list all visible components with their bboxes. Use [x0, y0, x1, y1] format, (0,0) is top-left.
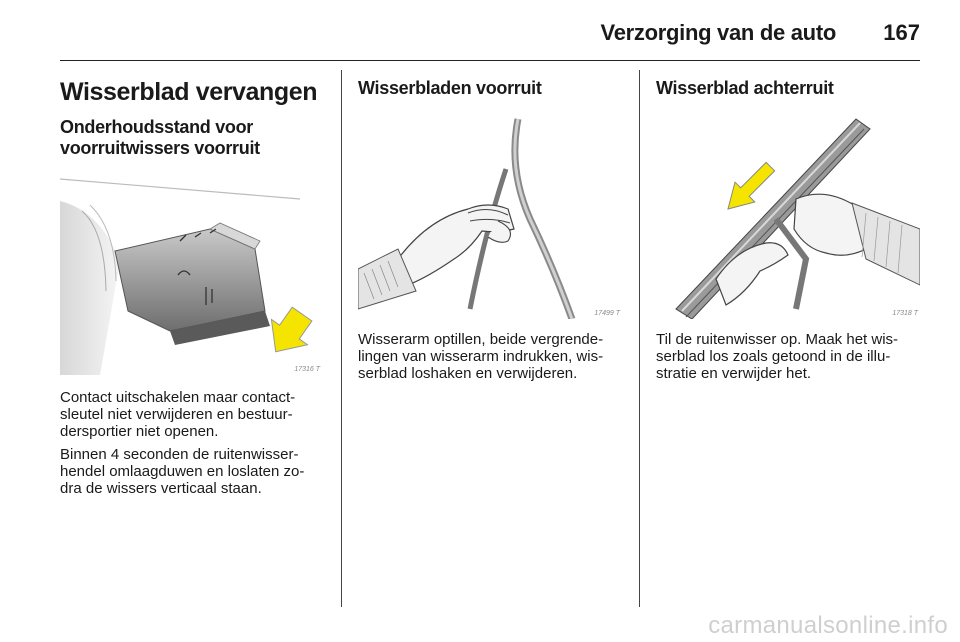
yellow-arrow-icon	[258, 301, 320, 364]
section-heading: Wisserblad achterruit	[656, 78, 834, 98]
paragraph: Contact uitschakelen maar contact-sleutel niet verwijderen en bestuur-dersportier niet openen.	[60, 389, 296, 440]
page-number: 167	[883, 20, 920, 45]
watermark: carmanualsonline.info	[708, 612, 948, 639]
page-header	[60, 10, 920, 61]
left-column	[60, 70, 322, 503]
paragraph: Wisserarm optillen, beide vergrende-lingen van wisserarm indrukken, wis-serblad loshaken en verwijderen.	[358, 331, 604, 382]
right-column	[656, 70, 918, 388]
figure-number: 17316 T	[294, 366, 320, 373]
column-divider	[639, 70, 640, 607]
middle-column	[358, 70, 620, 388]
column-divider	[341, 70, 342, 607]
section-title: Wisserblad vervangen	[60, 78, 318, 106]
chapter-title: Verzorging van de auto	[600, 20, 836, 45]
paragraph: Til de ruitenwisser op. Maak het wis-serblad los zoals getoond in de illu-stratie en verwijder het.	[656, 331, 899, 382]
figure-number: 17499 T	[594, 310, 620, 317]
paragraph: Binnen 4 seconden de ruitenwisser-hendel omlaagduwen en loslaten zo-dra de wissers verticaal staan.	[60, 446, 305, 497]
front-wiper-blade-illustration	[358, 109, 622, 319]
rear-wiper-blade-illustration	[656, 109, 920, 319]
figure-number: 17318 T	[892, 310, 918, 317]
section-heading: Wisserbladen voorruit	[358, 78, 542, 98]
section-subtitle: Onderhoudsstand voor voorruitwissers voorruit	[60, 117, 260, 158]
wiper-stalk-illustration	[60, 171, 322, 375]
